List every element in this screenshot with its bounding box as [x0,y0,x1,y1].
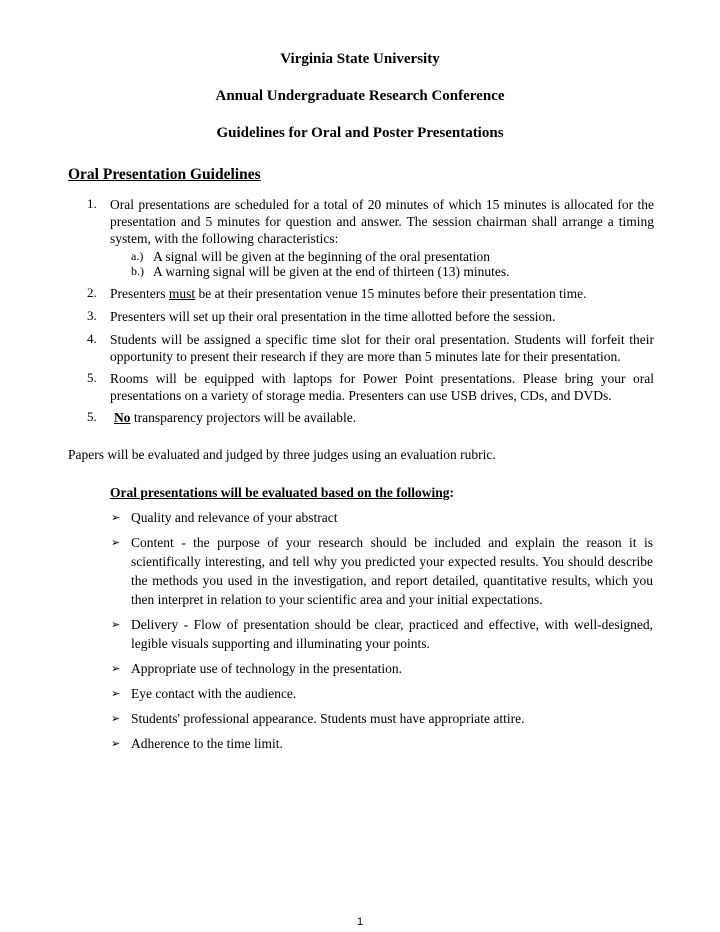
item-text-after: transparency projectors will be available. [130,410,357,425]
bullet-text: Students' professional appearance. Students must have appropriate attire. [131,711,525,726]
conference-title: Annual Undergraduate Research Conference [215,88,505,104]
bullet-text: Delivery - Flow of presentation should be clear, practiced and effective, with well-designed, legible visuals supporting and illuminating your points. [131,617,653,651]
criteria-heading-suffix: : [449,485,455,500]
arrow-bullet-icon: ➢ [111,511,121,524]
page-number: 1 [356,916,364,928]
item-text-before: Presenters [110,286,169,301]
section-heading: Oral Presentation Guidelines [68,166,261,183]
arrow-bullet-icon: ➢ [111,712,121,725]
bullet-text: Content - the purpose of your research should be included and explain the reason it is scientifically interesting, and tell why you predicted your expected results. You should describe the methods you used in the investigation, and report detailed, quantitative results, which you then interpret in relation to your scientific area and your initial expectations. [131,535,653,607]
item-text: Rooms will be equipped with laptops for Power Point presentations. Please bring your oral presentations on a variety of storage media. Presenters can use USB drives, CDs, and DVDs. [110,371,654,403]
item-number: 3. [87,308,97,323]
arrow-bullet-icon: ➢ [111,737,121,750]
item-number: 1. [87,196,97,211]
list-item [0,659,720,678]
sub-list [0,249,720,279]
item-number: 5. [87,409,97,424]
list-item [0,196,720,279]
emphasis-no: No [114,410,131,425]
arrow-bullet-icon: ➢ [111,687,121,700]
item-text: Oral presentations are scheduled for a total of 20 minutes of which 15 minutes is allocated for the presentation and 5 minutes for question and answer. The session chairman shall arrange a timing system, with the following characteristics: [110,197,654,246]
bullet-text: Eye contact with the audience. [131,686,297,701]
list-item [0,734,720,753]
list-item [0,709,720,728]
guidelines-list [0,196,720,431]
criteria-list [0,508,720,759]
emphasis-must: must [168,286,196,301]
criteria-heading [110,484,454,501]
sub-item-letter: a.) [131,249,144,263]
bullet-text: Adherence to the time limit. [131,736,283,751]
list-item [0,684,720,703]
guidelines-title: Guidelines for Oral and Poster Presentations [216,125,504,141]
item-number: 5. [87,370,97,385]
item-text: Presenters will set up their oral presentation in the time allotted before the session. [110,309,556,324]
bullet-text: Appropriate use of technology in the presentation. [131,661,403,676]
item-text [110,409,658,426]
item-text: Students will be assigned a specific time slot for their oral presentation. Students will forfeit their opportunity to present their research if they are more than 5 minutes late for their presentation. [110,332,654,364]
sub-item-letter: b.) [131,264,144,278]
list-item [0,331,720,365]
item-text-after: be at their presentation venue 15 minutes before their presentation time. [195,286,587,301]
list-item [0,370,720,404]
university-title: Virginia State University [280,51,440,67]
list-item [0,615,720,653]
list-item [0,308,720,325]
item-number: 4. [87,331,97,346]
papers-note: Papers will be evaluated and judged by three judges using an evaluation rubric. [68,447,496,462]
sub-list-item [0,264,720,279]
arrow-bullet-icon: ➢ [111,536,121,549]
sub-item-text: A warning signal will be given at the end of thirteen (13) minutes. [153,264,510,279]
list-item [0,285,720,302]
sub-list-item [0,249,720,264]
bullet-text: Quality and relevance of your abstract [131,510,338,525]
sub-item-text: A signal will be given at the beginning of the oral presentation [153,249,491,264]
item-number: 2. [87,285,97,300]
criteria-heading-text: Oral presentations will be evaluated based on the following [110,485,450,500]
list-item [0,508,720,527]
item-text [110,285,654,302]
list-item [0,409,720,426]
arrow-bullet-icon: ➢ [111,618,121,631]
list-item [0,533,720,609]
arrow-bullet-icon: ➢ [111,662,121,675]
